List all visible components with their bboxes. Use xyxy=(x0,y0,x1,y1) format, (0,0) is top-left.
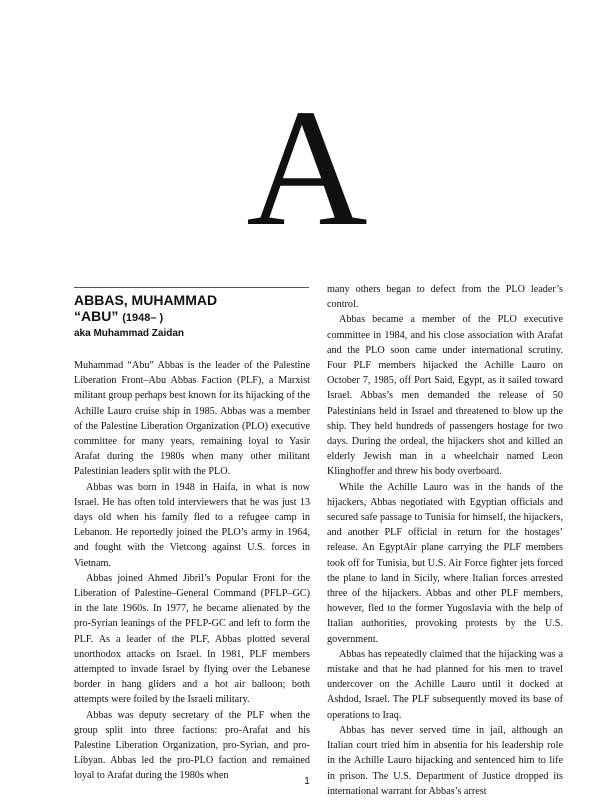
column-right xyxy=(327,282,563,799)
title-rule xyxy=(74,287,309,288)
entry-aka: aka Muhammad Zaidan xyxy=(74,328,185,339)
paragraph: many others began to defect from the PLO leader’s control. xyxy=(327,284,563,311)
paragraph: Abbas became a member of the PLO executive committee in 1984, and his close association with Arafat and the PLO soon came under international scrutiny. Four PLF members hijacked the Achille Lauro on October 7, 1985, off Port Said, Egypt, as it sailed toward Israel. Abbas’s men demanded the release of 50 Palestinians held in Israel and threatened to blow up the ship. They held hundreds of passengers hostage for two days. During the ordeal, the hijackers shot and killed an elderly Jewish man in a wheelchair named Leon Klinghoffer and threw his body overboard. xyxy=(327,314,563,478)
paragraph: Abbas joined Ahmed Jibril’s Popular Front for the Liberation of Palestine–General Command (PFLP–GC) in the late 1960s. In 1977, he became alienated by the pro-Syrian leanings of the PFLP-GC and left to form the PLF. As a leader of the PLF, Abbas plotted several unorthodox attacks on Israel. In 1981, PLF members attempted to invade Israel by flying over the Lebanese border in hang gliders and a hot air balloon; both attempts were foiled by the Israeli military. xyxy=(74,572,310,706)
paragraph: Muhammad “Abu” Abbas is the leader of the Palestine Liberation Front–Abu Abbas Faction (PLF), a Marxist militant group perhaps best known for its hijacking of the Achille Lauro cruise ship in 1985. Abbas was a member of the Palestine Liberation Organization (PLO) executive committee for many years, remaining loyal to Yasir Arafat during the 1980s when many other militant Palestinian leaders split with the PLO. xyxy=(74,360,310,478)
entry-dates: (1948– ) xyxy=(122,312,164,324)
paragraph: While the Achille Lauro was in the hands of the hijackers, Abbas negotiated with Egyptian officials and secured safe passage to Tunisia for himself, the hijackers, and another PLF official in return for the hostages’ release. An EgyptAir plane carrying the PLF members took off for Tunisia, but U.S. Air Force fighter jets forced the plane to land in Sicily, where Italian forces arrested three of the hijackers. Abbas and other PLF members, however, fled to the former Yugoslavia with the help of Italian authorities, provoking protests by the U.S. government. xyxy=(327,481,563,645)
entry-title-name: ABBAS, MUHAMMAD xyxy=(74,292,218,308)
column-left xyxy=(74,358,310,784)
paragraph: Abbas was born in 1948 in Haifa, in what is now Israel. He has often told interviewers that he was just 13 days old when his family fled to a refugee camp in Lebanon. He reportedly joined the PLO’s army in 1964, and fought with the Vietcong against U.S. forces in Vietnam. xyxy=(74,481,310,569)
page-number: 1 xyxy=(304,776,310,787)
paragraph: Abbas has never served time in jail, although an Italian court tried him in absentia for his leadership role in the Achille Lauro hijacking and sentenced him to life in prison. The U.S. Department of Justice dropped its international warrant for Abbas’s arrest xyxy=(327,724,563,797)
entry-title-line2 xyxy=(74,308,314,326)
section-letter: A xyxy=(246,75,368,261)
paragraph: Abbas has repeatedly claimed that the hijacking was a mistake and that he had planned for his men to travel undercover on the Achille Lauro until it docked at Ashdod, Israel. The PLF subsequently moved its base of operations to Iraq. xyxy=(327,648,563,721)
paragraph: Abbas was deputy secretary of the PLF when the group split into three factions: pro-Arafat and his Palestine Liberation Organization, pro-Syrian, and pro-Libyan. Abbas led the pro-PLO faction and remained loyal to Arafat during the 1980s when xyxy=(74,709,310,782)
entry-title xyxy=(74,292,314,326)
entry-nickname: “ABU” xyxy=(74,308,119,324)
